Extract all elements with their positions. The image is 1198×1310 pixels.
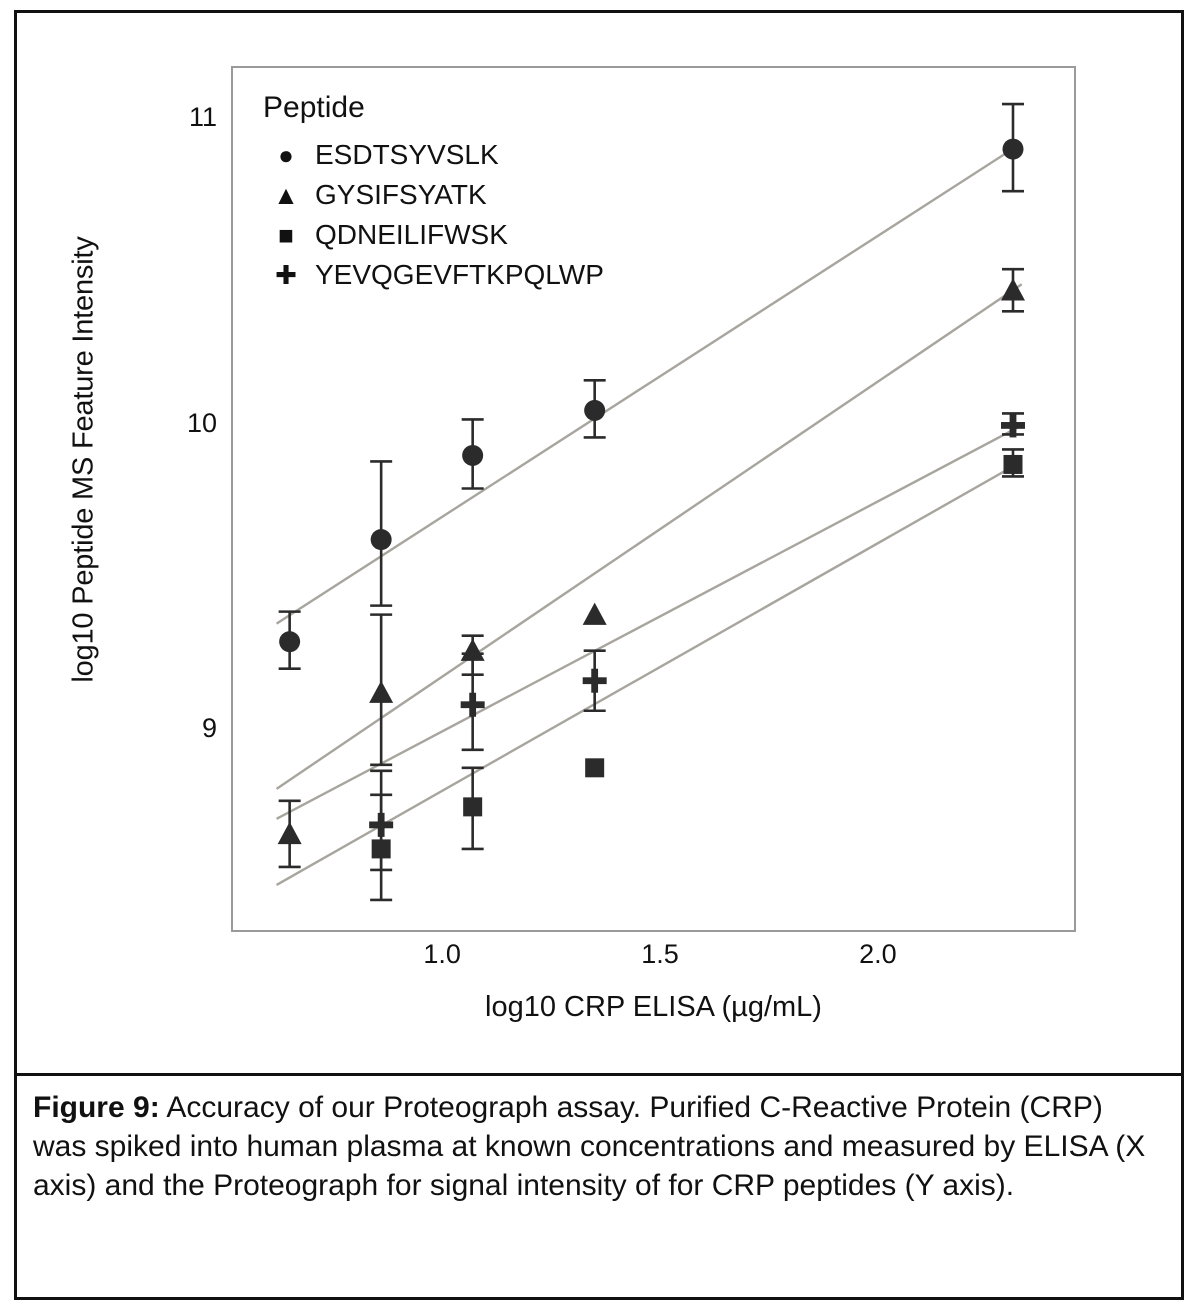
legend-item-qdneililfwsk	[263, 215, 604, 255]
legend	[263, 91, 604, 295]
legend-item-gysifsyatk	[263, 175, 604, 215]
square-marker-icon: ■	[278, 220, 294, 250]
datapoint-2-3	[585, 758, 604, 777]
legend-label-3: YEVQGEVFTKPQLWP	[315, 259, 604, 290]
legend-title: Peptide	[263, 91, 365, 124]
datapoint-1-1	[369, 681, 393, 703]
datapoint-2-2	[463, 797, 482, 816]
fit-line-2	[277, 425, 1022, 818]
legend-item-esdtsyvslk	[263, 135, 604, 175]
y-tick-9: 9	[201, 713, 217, 743]
legend-item-yevqgevftkpqlwp	[263, 255, 604, 295]
datapoint-3-2	[591, 669, 598, 693]
y-axis-title: log10 Peptide MS Feature Intensity	[67, 236, 100, 683]
x-tick-2.0: 2.0	[859, 939, 897, 969]
circle-marker-icon: ●	[278, 140, 294, 170]
legend-label-0: ESDTSYVSLK	[315, 139, 499, 170]
legend-label-1: GYSIFSYATK	[315, 179, 487, 210]
caption-text: Accuracy of our Proteograph assay. Purified C-Reactive Protein (CRP) was spiked into human plasma at known concentrations and measured by ELISA (X axis) and the Proteograph for signal intensity of for CRP peptides (Y axis).	[33, 1091, 1146, 1202]
triangle-marker-icon: ▲	[273, 180, 299, 210]
figure-caption	[33, 1088, 1163, 1205]
datapoint-1-0	[278, 822, 302, 844]
caption-divider	[17, 1073, 1181, 1076]
datapoint-2-4	[1003, 455, 1022, 474]
datapoint-1-3	[583, 603, 607, 625]
datapoint-1-4	[1001, 278, 1025, 300]
y-tick-11: 11	[188, 102, 217, 132]
y-axis-ticks	[147, 13, 217, 1073]
figure-frame	[14, 10, 1184, 1300]
datapoint-3-3	[1010, 413, 1017, 437]
datapoint-3-0	[378, 813, 385, 837]
x-tick-1.5: 1.5	[641, 939, 679, 969]
y-tick-10: 10	[186, 408, 217, 438]
datapoint-0-2	[462, 445, 483, 466]
chart-figure	[17, 13, 1181, 1073]
datapoint-0-0	[279, 631, 300, 652]
x-axis-ticks	[231, 934, 1076, 984]
datapoint-0-4	[1002, 139, 1023, 160]
legend-label-2: QDNEILIFWSK	[315, 219, 508, 250]
fit-line-3	[277, 461, 1022, 884]
caption-label: Figure 9:	[33, 1091, 160, 1124]
datapoint-3-1	[469, 693, 476, 717]
datapoint-0-3	[584, 400, 605, 421]
plus-marker-icon: ✚	[275, 260, 297, 290]
x-axis-title: log10 CRP ELISA (µg/mL)	[485, 991, 822, 1023]
x-tick-1.0: 1.0	[423, 939, 461, 969]
datapoint-0-1	[371, 529, 392, 550]
